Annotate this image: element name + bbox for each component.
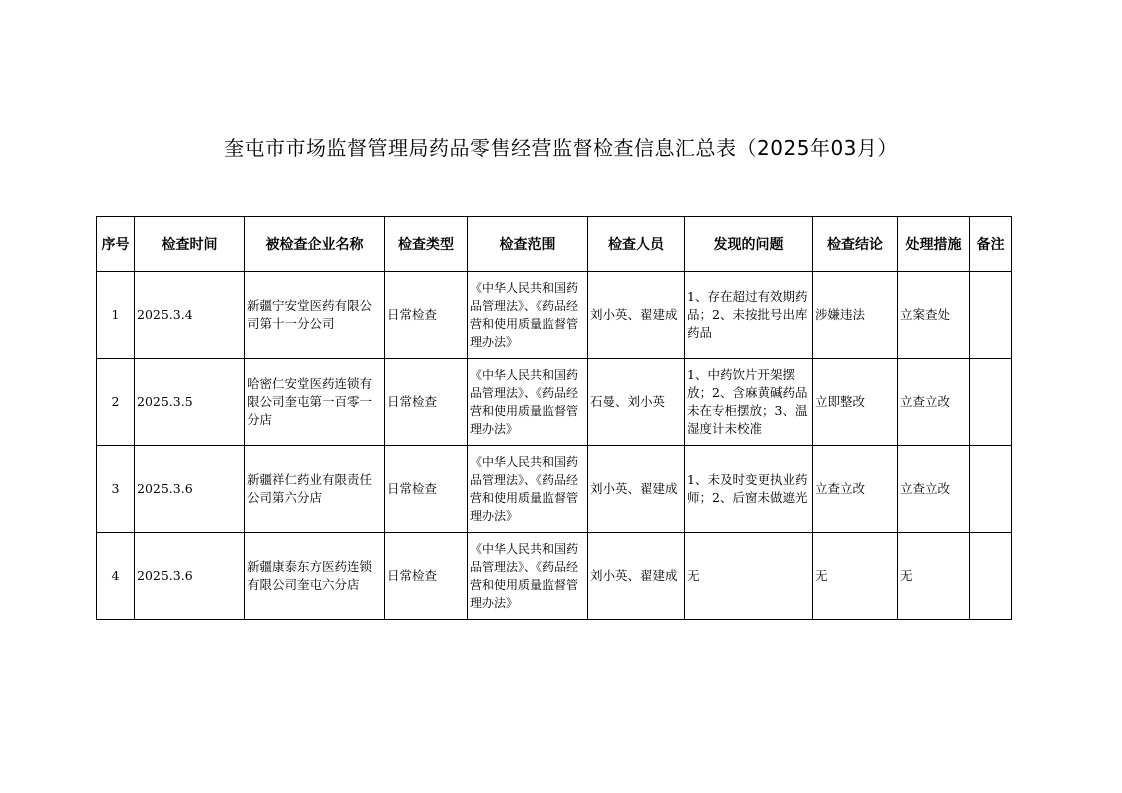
- cell-inspectors: 刘小英、翟建成: [588, 272, 685, 359]
- table-row: [97, 533, 1012, 620]
- cell-no: 2: [97, 359, 135, 446]
- cell-inspectors: 石曼、刘小英: [588, 359, 685, 446]
- cell-issues: 1、存在超过有效期药品；2、未按批号出库药品: [685, 272, 813, 359]
- header-measures: 处理措施: [898, 217, 970, 272]
- cell-conclusion: 立查立改: [813, 446, 898, 533]
- document-title: 奎屯市市场监督管理局药品零售经营监督检查信息汇总表（2025年03月）: [224, 136, 898, 160]
- cell-type: 日常检查: [385, 272, 468, 359]
- cell-company: 哈密仁安堂医药连锁有限公司奎屯第一百零一分店: [245, 359, 385, 446]
- cell-inspectors: 刘小英、翟建成: [588, 533, 685, 620]
- cell-type: 日常检查: [385, 359, 468, 446]
- cell-scope: 《中华人民共和国药品管理法》、《药品经营和使用质量监督管理办法》: [468, 272, 588, 359]
- header-company: 被检查企业名称: [245, 217, 385, 272]
- cell-conclusion: 立即整改: [813, 359, 898, 446]
- cell-inspectors: 刘小英、翟建成: [588, 446, 685, 533]
- table-row: [97, 446, 1012, 533]
- header-conclusion: 检查结论: [813, 217, 898, 272]
- cell-issues: 无: [685, 533, 813, 620]
- header-scope: 检查范围: [468, 217, 588, 272]
- cell-measures: 立查立改: [898, 446, 970, 533]
- cell-no: 3: [97, 446, 135, 533]
- cell-notes: [970, 359, 1012, 446]
- cell-company: 新疆宁安堂医药有限公司第十一分公司: [245, 272, 385, 359]
- inspection-summary-table: [96, 216, 1012, 620]
- header-inspectors: 检查人员: [588, 217, 685, 272]
- cell-notes: [970, 533, 1012, 620]
- cell-issues: 1、未及时变更执业药师；2、后窗未做遮光: [685, 446, 813, 533]
- cell-issues: 1、中药饮片开架摆放；2、含麻黄碱药品未在专柜摆放；3、温湿度计未校准: [685, 359, 813, 446]
- table-row: [97, 359, 1012, 446]
- header-notes: 备注: [970, 217, 1012, 272]
- cell-type: 日常检查: [385, 533, 468, 620]
- cell-company: 新疆康泰东方医药连锁有限公司奎屯六分店: [245, 533, 385, 620]
- header-type: 检查类型: [385, 217, 468, 272]
- header-no: 序号: [97, 217, 135, 272]
- cell-type: 日常检查: [385, 446, 468, 533]
- cell-date: 2025.3.5: [135, 359, 245, 446]
- cell-measures: 立案查处: [898, 272, 970, 359]
- table-row: [97, 272, 1012, 359]
- cell-measures: 立查立改: [898, 359, 970, 446]
- cell-scope: 《中华人民共和国药品管理法》、《药品经营和使用质量监督管理办法》: [468, 446, 588, 533]
- header-date: 检查时间: [135, 217, 245, 272]
- cell-date: 2025.3.6: [135, 533, 245, 620]
- header-issues: 发现的问题: [685, 217, 813, 272]
- cell-no: 1: [97, 272, 135, 359]
- cell-date: 2025.3.6: [135, 446, 245, 533]
- cell-no: 4: [97, 533, 135, 620]
- cell-conclusion: 无: [813, 533, 898, 620]
- cell-notes: [970, 272, 1012, 359]
- cell-company: 新疆祥仁药业有限责任公司第六分店: [245, 446, 385, 533]
- cell-notes: [970, 446, 1012, 533]
- cell-conclusion: 涉嫌违法: [813, 272, 898, 359]
- cell-scope: 《中华人民共和国药品管理法》、《药品经营和使用质量监督管理办法》: [468, 533, 588, 620]
- cell-date: 2025.3.4: [135, 272, 245, 359]
- cell-scope: 《中华人民共和国药品管理法》、《药品经营和使用质量监督管理办法》: [468, 359, 588, 446]
- cell-measures: 无: [898, 533, 970, 620]
- table-header-row: [97, 217, 1012, 272]
